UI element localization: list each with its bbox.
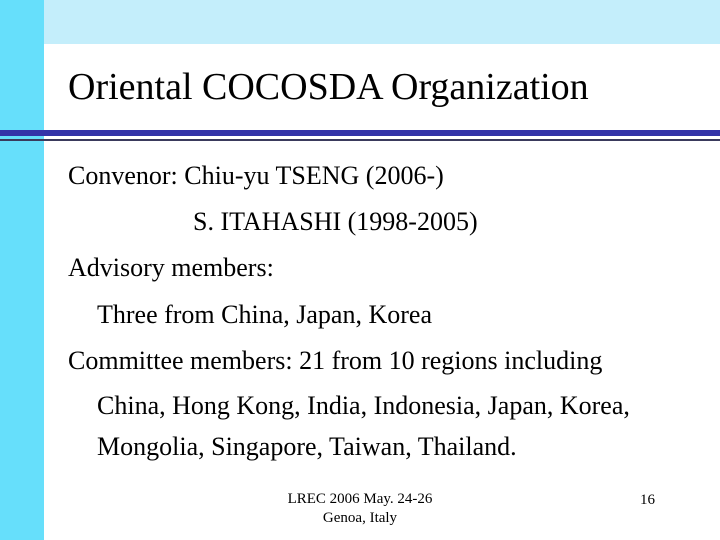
- title-divider-thin: [0, 139, 720, 141]
- body-line-advisory-members: Advisory members:: [68, 253, 274, 282]
- body-line-convenor: Convenor: Chiu-yu TSENG (2006-): [68, 161, 444, 190]
- footer-conference-line: LREC 2006 May. 24-26: [287, 491, 433, 507]
- top-accent-strip: [44, 0, 720, 44]
- body-line-committee-members: Committee members: 21 from 10 regions including: [68, 346, 603, 375]
- body-line-regions-1: China, Hong Kong, India, Indonesia, Japan, Korea,: [97, 391, 630, 420]
- body-line-itahashi: S. ITAHASHI (1998-2005): [193, 207, 478, 236]
- left-accent-bar: [0, 0, 44, 540]
- body-line-three-from: Three from China, Japan, Korea: [97, 300, 432, 329]
- footer: [0, 490, 720, 528]
- footer-location-line: Genoa, Italy: [322, 510, 398, 526]
- title-divider-thick: [0, 130, 720, 136]
- page-number: 16: [640, 492, 655, 508]
- slide-title: Oriental COCOSDA Organization: [68, 66, 589, 108]
- body-line-regions-2: Mongolia, Singapore, Taiwan, Thailand.: [97, 432, 517, 461]
